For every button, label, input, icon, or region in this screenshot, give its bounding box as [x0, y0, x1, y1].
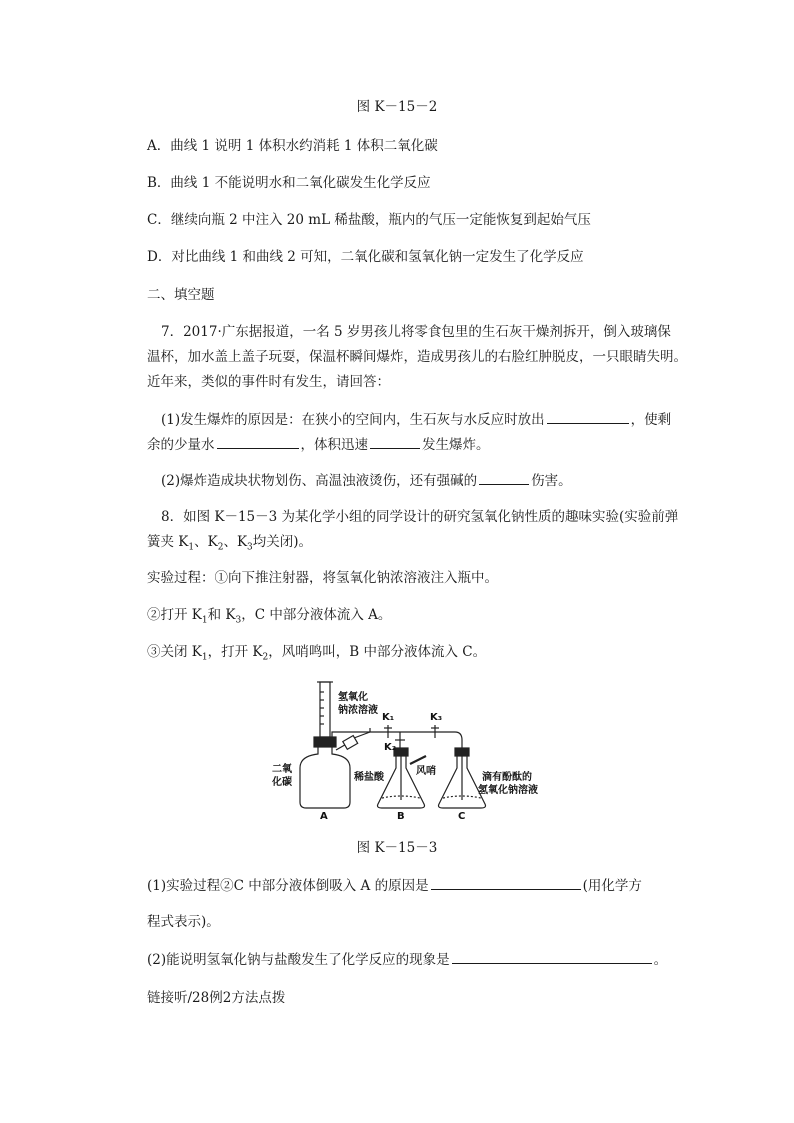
q7-p2-text-a: (2)爆炸造成块状物划伤、高温浊液烫伤，还有强碱的 [161, 473, 478, 489]
label-syringe-1: 氢氧化 [338, 692, 368, 703]
label-k1: K₁ [382, 712, 395, 723]
q7-p2-text-b: 伤害。 [531, 473, 572, 489]
option-d: D．对比曲线 1 和曲线 2 可知，二氧化碳和氢氧化钠一定发生了化学反应 [147, 249, 584, 265]
q7-p1-text-b: ，使剩 [630, 412, 672, 428]
answer-blank[interactable] [217, 434, 299, 449]
q8-p1-text-a: (1)实验过程②C 中部分液体倒吸入 A 的原因是 [147, 878, 429, 894]
subscript: 1 [188, 542, 195, 553]
q7-part-1-line-2 [147, 434, 490, 455]
subscript: 2 [217, 542, 224, 553]
label-a: A [320, 811, 328, 820]
q7-p1-text-c: 余的少量水 [147, 437, 215, 453]
q8-p1-text-b: (用化学方 [582, 878, 642, 894]
label-whistle: 风哨 [416, 766, 436, 777]
q8-line-2 [147, 532, 312, 558]
q7-p1-text-d: ，体积迅速 [300, 437, 368, 453]
q8-text: ③关闭 K [147, 644, 202, 660]
q8-line-1: 8．如图 K－15－3 为某化学小组的同学设计的研究氢氧化钠性质的趣味实验(实验前弹 [161, 509, 679, 525]
label-b: B [397, 811, 405, 820]
q7-line-3: 近年来，类似的事件时有发生，请回答： [147, 374, 390, 390]
q8-part-1-line-1 [147, 875, 642, 896]
figure-caption-k15-2: 图 K－15－2 [356, 99, 438, 115]
q7-line-2: 温杯，加水盖上盖子玩耍，保温杯瞬间爆炸，造成男孩儿的右脸红肿脱皮，一只眼睛失明。 [147, 349, 687, 365]
q8-step-2 [147, 605, 391, 631]
label-k2: K₂ [384, 742, 397, 753]
q8-step-3 [147, 642, 486, 668]
q8-text: ，打开 K [207, 644, 263, 660]
syringe [320, 682, 330, 737]
q8-text: ，C 中部分液体流入 A。 [241, 607, 392, 623]
option-a: A．曲线 1 说明 1 体积水约消耗 1 体积二氧化碳 [147, 138, 438, 154]
q8-text: ，风哨鸣叫，B 中部分液体流入 C。 [268, 644, 487, 660]
label-solution-1: 滴有酚酞的 [482, 772, 532, 783]
option-b: B．曲线 1 不能说明水和二氧化碳发生化学反应 [147, 175, 431, 191]
label-co2-2: 化碳 [272, 777, 292, 788]
subscript: 2 [262, 652, 269, 663]
label-syringe-2: 钠浓溶液 [338, 705, 378, 716]
q8-part-2 [147, 949, 667, 970]
label-acid: 稀盐酸 [354, 772, 384, 783]
answer-blank[interactable] [452, 949, 652, 964]
q7-p1-text-e: 发生爆炸。 [422, 437, 490, 453]
subscript: 3 [235, 615, 242, 626]
label-k3: K₃ [430, 712, 443, 723]
q8-part-1-line-2: 程式表示)。 [147, 914, 220, 930]
q7-line-1: 7．2017·广东据报道，一名 5 岁男孩儿将零食包里的生石灰干燥剂拆开，倒入玻璃保 [161, 324, 671, 340]
apparatus-diagram [270, 680, 560, 820]
subscript: 3 [247, 542, 253, 553]
answer-blank[interactable] [431, 875, 581, 890]
answer-blank[interactable] [370, 434, 420, 449]
q8-p2-text-b: 。 [653, 952, 668, 968]
label-c: C [458, 811, 466, 820]
q8-step-1: 实验过程：①向下推注射器，将氢氧化钠浓溶液注入瓶中。 [147, 570, 498, 586]
q8-text: ②打开 K [147, 607, 202, 623]
answer-blank[interactable] [547, 409, 629, 424]
option-c: C．继续向瓶 2 中注入 20 mL 稀盐酸，瓶内的气压一定能恢复到起始气压 [147, 212, 591, 228]
q8-text: 、K [223, 534, 248, 550]
bottle-a [300, 747, 350, 808]
label-solution-2: 氢氧化钠溶液 [478, 785, 538, 796]
q7-p1-text-a: (1)发生爆炸的原因是：在狭小的空间内，生石灰与水反应时放出 [161, 412, 545, 428]
subscript: 1 [201, 652, 208, 663]
label-co2-1: 二氧 [272, 764, 292, 775]
q8-text: 、K [194, 534, 218, 550]
q7-part-2 [161, 470, 572, 491]
q8-text: 簧夹 K [147, 534, 189, 550]
q8-text: 和 K [207, 607, 236, 623]
section-title: 二、填空题 [147, 287, 215, 303]
answer-blank[interactable] [479, 470, 529, 485]
q7-part-1-line-1 [161, 409, 671, 430]
footer-link[interactable]: 链接听/28例2方法点拨 [147, 990, 286, 1006]
q8-text: 均关闭)。 [252, 534, 313, 550]
q8-p2-text-a: (2)能说明氢氧化钠与盐酸发生了化学反应的现象是 [147, 952, 450, 968]
figure-caption-k15-3: 图 K－15－3 [356, 840, 438, 856]
subscript: 1 [201, 615, 208, 626]
